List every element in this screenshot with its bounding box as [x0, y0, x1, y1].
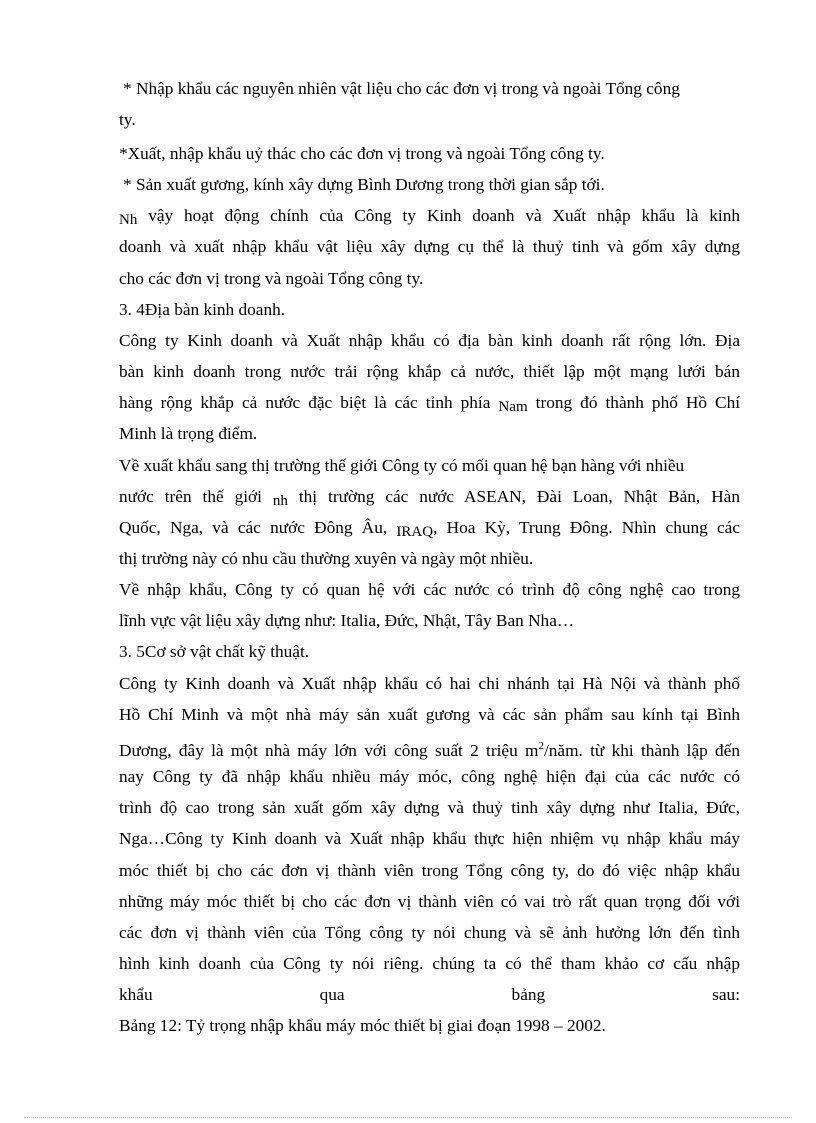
- paragraph-line: cho các đơn vị trong và ngoài Tổng công ty.: [119, 269, 424, 288]
- superscript-text: 2: [538, 740, 544, 752]
- paragraph-line: Quốc, Nga, và các nước Đông Âu, IRAQ, Hoa Kỳ, Trung Đông. Nhìn chung các: [119, 518, 741, 540]
- paragraph-line: thị trường này có nhu cầu thường xuyên và ngày một nhiều.: [119, 549, 534, 568]
- paragraph-line: nước trên thế giới nh thị trường các nước ASEAN, Đài Loan, Nhật Bản, Hàn: [119, 487, 740, 509]
- paragraph-line: ty.: [119, 110, 136, 129]
- paragraph-line: Nga…Công ty Kinh doanh và Xuất nhập khẩu thực hiện nhiệm vụ nhập khẩu máy: [119, 829, 740, 848]
- table-caption: Bảng 12: Tỷ trọng nhập khẩu máy móc thiết bị giai đoạn 1998 – 2002.: [119, 1016, 606, 1035]
- paragraph-line: những máy móc thiết bị cho các đơn vị thành viên có vai trò rất quan trọng đối với: [119, 892, 740, 911]
- paragraph-line: Nh vậy hoạt động chính của Công ty Kinh doanh và Xuất nhập khẩu là kinh: [119, 206, 740, 228]
- paragraph-line: bàn kinh doanh trong nước trải rộng khắp cả nước, thiết lập một mạng lưới bán: [119, 362, 740, 381]
- subscript-text: IRAQ: [396, 524, 434, 540]
- paragraph-line: * Nhập khẩu các nguyên nhiên vật liệu cho các đơn vị trong và ngoài Tổng công: [123, 79, 680, 98]
- paragraph-line: Dương, đây là một nhà máy lớn với công suất 2 triệu $m^2$/năm. từ khi thành lập đến: [119, 740, 740, 760]
- paragraph-line: Về xuất khẩu sang thị trường thế giới Công ty có mối quan hệ bạn hàng với nhiều: [119, 456, 685, 475]
- subscript-text: Nh: [119, 212, 138, 228]
- section-heading: 3. 4Địa bàn kinh doanh.: [119, 300, 286, 319]
- paragraph-line: Công ty Kinh doanh và Xuất nhập khẩu có địa bàn kinh doanh rất rộng lớn. Địa: [119, 331, 740, 350]
- paragraph-line: các đơn vị thành viên của Tổng công ty nói chung và sẽ ảnh hưởng lớn đến tình: [119, 923, 740, 942]
- paragraph-line: móc thiết bị cho các đơn vị thành viên trong Tổng công ty, do đó việc nhập khẩu: [119, 861, 740, 880]
- paragraph-line: Hồ Chí Minh và một nhà máy sản xuất gương và các sản phẩm sau kính tại Bình: [119, 705, 740, 724]
- paragraph-line: doanh và xuất nhập khẩu vật liệu xây dựng cụ thể là thuỷ tinh và gốm xây dựng: [119, 237, 740, 256]
- paragraph-line: Minh là trọng điểm.: [119, 424, 258, 443]
- subscript-text: Nam: [498, 399, 528, 415]
- paragraph-line: trình độ cao trong sản xuất gốm xây dựng và thuỷ tinh xây dựng như Italia, Đức,: [119, 798, 740, 817]
- paragraph-line: lĩnh vực vật liệu xây dựng như: Italia, Đức, Nhật, Tây Ban Nha…: [119, 611, 575, 630]
- section-heading: 3. 5Cơ sở vật chất kỹ thuật.: [119, 642, 310, 661]
- paragraph-line: nay Công ty đã nhập khẩu nhiều máy móc, công nghệ hiện đại của các nước có: [119, 767, 740, 786]
- paragraph-line: Công ty Kinh doanh và Xuất nhập khẩu có hai chi nhánh tại Hà Nội và thành phố: [119, 674, 740, 693]
- paragraph-line: * Sản xuất gương, kính xây dựng Bình Dương trong thời gian sắp tới.: [123, 175, 605, 194]
- paragraph-line: Về nhập khẩu, Công ty có quan hệ với các nước có trình độ công nghệ cao trong: [119, 580, 740, 599]
- paragraph-line: khẩu qua bảng sau:: [119, 985, 740, 1004]
- paragraph-line: hàng rộng khắp cả nước đặc biệt là các tỉnh phía Nam trong đó thành phố Hồ Chí: [119, 393, 741, 415]
- paragraph-line: hình kinh doanh của Công ty nói riêng. chúng ta có thể tham khảo cơ cấu nhập: [119, 954, 740, 973]
- paragraph-line: *Xuất, nhập khẩu uỷ thác cho các đơn vị trong và ngoài Tổng công ty.: [119, 144, 605, 163]
- subscript-text: nh: [272, 493, 288, 509]
- page-bottom-rule: [24, 1117, 792, 1118]
